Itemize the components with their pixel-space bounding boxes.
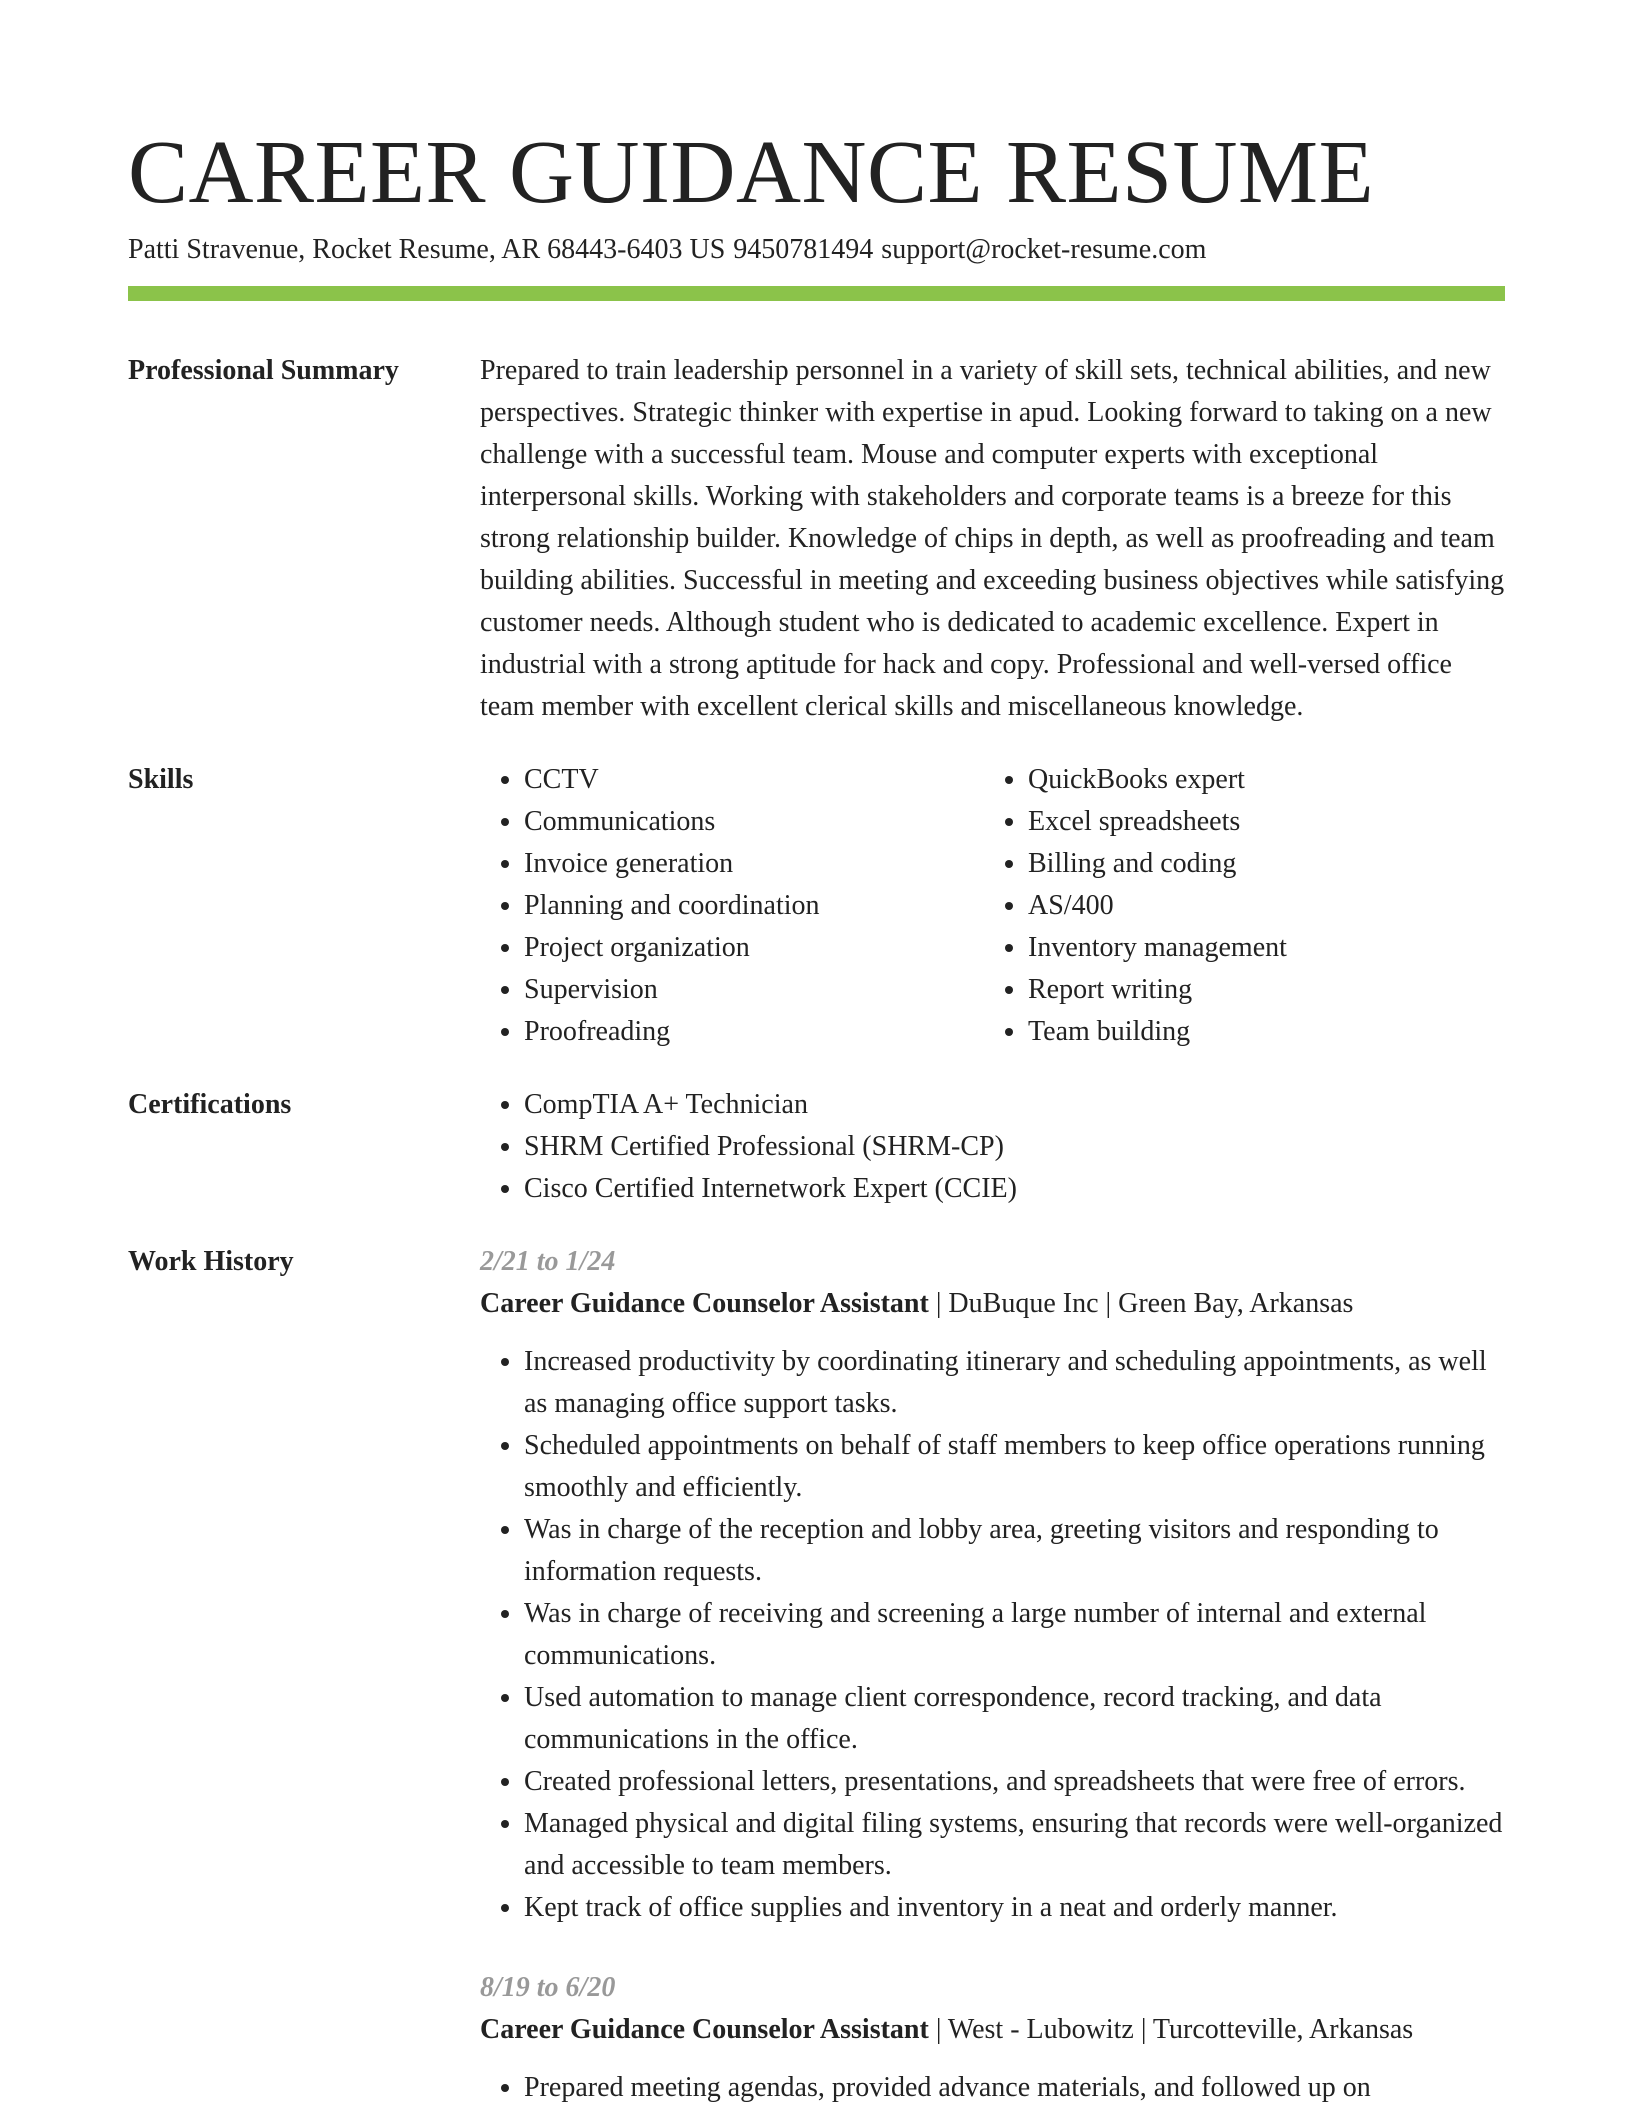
skill-item: • QuickBooks expert	[1028, 759, 1488, 801]
section-label-work-history: Work History	[128, 1246, 294, 1277]
job-bullet: • Was in charge of receiving and screening a large number of internal and external communications.	[524, 1593, 1505, 1677]
section-label-skills: Skills	[128, 764, 194, 795]
job-bullet: • Increased productivity by coordinating itinerary and scheduling appointments, as well as managing office support tasks.	[524, 1341, 1505, 1425]
certifications-list	[480, 1084, 1505, 1210]
skill-item: • Communications	[524, 801, 984, 843]
work-history-body	[480, 1241, 1505, 2109]
skills-list-right	[984, 759, 1488, 1053]
job-details: | West - Lubowitz | Turcotteville, Arkansas	[928, 2014, 1414, 2045]
job-bullets	[480, 2067, 1505, 2109]
job-bullet: • Created professional letters, presentations, and spreadsheets that were free of errors.	[524, 1761, 1505, 1803]
skill-item: • Inventory management	[1028, 927, 1488, 969]
section-label-certifications: Certifications	[128, 1089, 292, 1120]
contact-line	[128, 232, 1206, 268]
job-heading	[480, 1283, 1505, 1325]
job-title: Career Guidance Counselor Assistant	[480, 1288, 929, 1319]
summary-section	[128, 350, 1505, 728]
skill-item: • Supervision	[524, 969, 984, 1011]
job-entry	[480, 1241, 1505, 1929]
skill-item: • Planning and coordination	[524, 885, 984, 927]
work-history-section	[128, 1241, 1505, 2109]
resume-sections	[128, 350, 1505, 2109]
skills-section	[128, 759, 1505, 1053]
job-title: Career Guidance Counselor Assistant	[480, 2014, 929, 2045]
job-bullets	[480, 1341, 1505, 1929]
skill-item: • Invoice generation	[524, 843, 984, 885]
skill-item: • Excel spreadsheets	[1028, 801, 1488, 843]
section-label-summary: Professional Summary	[128, 355, 399, 386]
skill-item: • Report writing	[1028, 969, 1488, 1011]
job-bullet: • Used automation to manage client correspondence, record tracking, and data communications in the office.	[524, 1677, 1505, 1761]
certifications-body	[480, 1084, 1505, 1210]
job-bullet: • Managed physical and digital filing systems, ensuring that records were well-organized and accessible to team members.	[524, 1803, 1505, 1887]
job-entry	[480, 1967, 1505, 2109]
certification-item: • SHRM Certified Professional (SHRM-CP)	[524, 1126, 1505, 1168]
job-bullet: • Scheduled appointments on behalf of staff members to keep office operations running smoothly and efficiently.	[524, 1425, 1505, 1509]
job-bullet: • Was in charge of the reception and lobby area, greeting visitors and responding to information requests.	[524, 1509, 1505, 1593]
skill-item: • AS/400	[1028, 885, 1488, 927]
job-details: | DuBuque Inc | Green Bay, Arkansas	[928, 1288, 1354, 1319]
resume-title: CAREER GUIDANCE RESUME	[128, 123, 1375, 222]
job-bullet: • Prepared meeting agendas, provided advance materials, and followed up on	[524, 2067, 1505, 2109]
skill-item: • CCTV	[524, 759, 984, 801]
skill-item: • Team building	[1028, 1011, 1488, 1053]
skill-item: • Project organization	[524, 927, 984, 969]
skill-item: • Billing and coding	[1028, 843, 1488, 885]
job-dates: 8/19 to 6/20	[480, 1972, 616, 2003]
contact-address: Patti Stravenue, Rocket Resume, AR 68443-6403 US	[128, 234, 726, 265]
certifications-section	[128, 1084, 1505, 1210]
summary-text: Prepared to train leadership personnel in a variety of skill sets, technical abilities, and new perspectives. Strategic thinker with expertise in apud. Looking forward to taking on a new challenge with a successful team. Mouse and computer experts with exceptional interpersonal skills. Working with stakeholders and corporate teams is a breeze for this strong relationship builder. Knowledge of chips in depth, as well as proofreading and team building abilities. Successful in meeting and exceeding business objectives while satisfying customer needs. Although student who is dedicated to academic excellence. Expert in industrial with a strong aptitude for hack and copy. Professional and well-versed office team member with excellent clerical skills and miscellaneous knowledge.	[480, 355, 1505, 722]
job-heading	[480, 2009, 1505, 2051]
skills-body	[480, 759, 1505, 1053]
contact-phone: 9450781494	[733, 234, 874, 265]
certification-item: • Cisco Certified Internetwork Expert (CCIE)	[524, 1168, 1505, 1210]
summary-body	[480, 350, 1505, 728]
skills-list-left	[480, 759, 984, 1053]
header-divider	[128, 286, 1505, 301]
job-dates: 2/21 to 1/24	[480, 1246, 616, 1277]
contact-email[interactable]: support@rocket-resume.com	[881, 234, 1207, 265]
job-bullet: • Kept track of office supplies and inventory in a neat and orderly manner.	[524, 1887, 1505, 1929]
skill-item: • Proofreading	[524, 1011, 984, 1053]
certification-item: • CompTIA A+ Technician	[524, 1084, 1505, 1126]
